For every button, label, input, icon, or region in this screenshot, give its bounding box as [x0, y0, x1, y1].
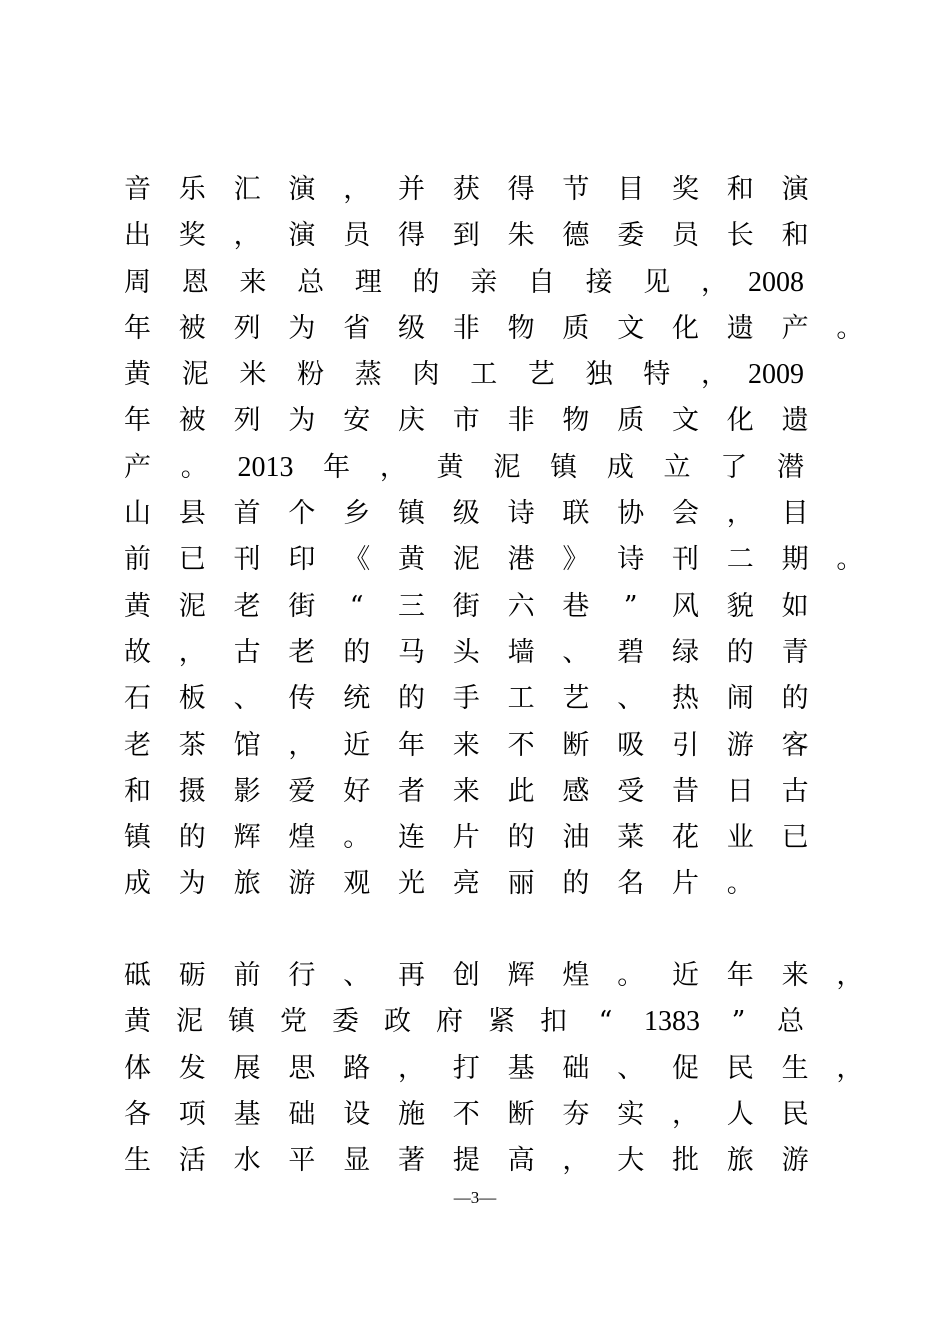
text-glyph: 来	[452, 729, 480, 761]
text-glyph: 施	[398, 1098, 425, 1130]
text-glyph: 粉	[297, 359, 325, 391]
text-glyph: 立	[663, 451, 691, 483]
text-glyph: 吸	[617, 729, 645, 761]
text-glyph: ，	[672, 1098, 699, 1130]
text-glyph: 爱	[288, 775, 316, 807]
text-glyph: 手	[452, 683, 480, 715]
text-glyph: 质	[562, 312, 590, 344]
text-glyph: 老	[124, 729, 151, 761]
text-glyph: 。	[180, 451, 208, 483]
text-glyph: 亮	[452, 868, 480, 900]
text-glyph: 街	[288, 590, 316, 622]
text-glyph: 促	[672, 1052, 699, 1084]
text-glyph: 会	[672, 498, 699, 530]
text-glyph: 工	[470, 359, 498, 391]
text-glyph: 的	[562, 868, 590, 900]
text-glyph: ，	[343, 174, 371, 205]
text-glyph: 》	[562, 544, 590, 576]
text-glyph: 批	[672, 1145, 699, 1177]
text-line	[124, 260, 884, 306]
text-glyph: 水	[233, 1145, 261, 1177]
text-line	[124, 953, 884, 999]
text-glyph: 遗	[781, 405, 809, 437]
text-glyph: 旅	[726, 1145, 754, 1177]
text-glyph: 米	[239, 359, 267, 391]
text-glyph: 诗	[617, 544, 645, 576]
text-glyph: 不	[452, 1098, 480, 1130]
text-glyph: 老	[288, 636, 316, 668]
text-glyph: 的	[343, 636, 371, 668]
text-glyph: 体	[124, 1052, 151, 1084]
text-glyph: 2008	[748, 266, 804, 298]
text-line	[124, 352, 884, 398]
text-glyph: 巷	[562, 590, 590, 622]
text-glyph: ，	[233, 220, 261, 252]
text-glyph: 墙	[507, 636, 535, 668]
text-glyph: 列	[233, 312, 261, 344]
text-glyph: 演	[288, 220, 316, 252]
text-glyph: 市	[452, 405, 480, 437]
text-line	[124, 769, 884, 815]
text-glyph: 的	[178, 822, 206, 854]
text-line	[124, 491, 884, 537]
text-glyph: 础	[562, 1052, 590, 1084]
text-glyph: 朱	[507, 220, 535, 252]
text-glyph: 和	[726, 174, 754, 205]
text-glyph: 的	[726, 636, 754, 668]
text-glyph: 乐	[178, 174, 206, 205]
text-glyph: “	[349, 590, 364, 622]
text-glyph: 古	[781, 775, 809, 807]
text-glyph: 刊	[672, 544, 699, 576]
text-glyph: 故	[124, 636, 151, 668]
text-glyph: 马	[398, 636, 425, 668]
text-glyph: 如	[781, 590, 809, 622]
text-glyph: 、	[617, 1052, 645, 1084]
text-glyph: 著	[398, 1145, 425, 1177]
text-glyph: 摄	[178, 775, 206, 807]
text-glyph: 石	[124, 683, 151, 715]
text-glyph: ，	[178, 636, 206, 668]
text-glyph: 片	[672, 868, 699, 900]
text-glyph: 非	[452, 312, 480, 344]
text-glyph: 基	[233, 1098, 261, 1130]
text-glyph: 员	[672, 220, 699, 252]
text-glyph: 民	[781, 1098, 809, 1130]
text-glyph: 提	[452, 1145, 480, 1177]
text-glyph: 好	[343, 775, 371, 807]
text-glyph: 项	[178, 1098, 206, 1130]
text-glyph: 见	[643, 266, 671, 298]
text-glyph: 奖	[178, 220, 206, 252]
text-glyph: 港	[507, 544, 535, 576]
text-glyph: ”	[731, 1006, 746, 1038]
text-glyph: 化	[726, 405, 754, 437]
text-glyph: 非	[507, 405, 535, 437]
text-glyph: 2013	[237, 451, 294, 483]
text-glyph: 、	[233, 683, 261, 715]
text-glyph: 此	[507, 775, 535, 807]
text-glyph: 年	[323, 451, 351, 483]
text-glyph: 基	[507, 1052, 535, 1084]
text-line	[124, 1046, 884, 1092]
text-line	[124, 861, 884, 907]
text-glyph: 泥	[181, 359, 209, 391]
text-glyph: ”	[623, 590, 638, 622]
text-glyph: 客	[781, 729, 809, 761]
text-glyph: 。	[343, 822, 371, 854]
text-glyph: 理	[354, 266, 382, 298]
text-line	[124, 584, 884, 630]
paragraph-1	[124, 167, 884, 908]
text-glyph: 头	[452, 636, 480, 668]
text-glyph: 连	[398, 822, 425, 854]
text-glyph: 印	[288, 544, 316, 576]
text-glyph: 紧	[488, 1006, 515, 1038]
text-glyph: 昔	[672, 775, 699, 807]
text-glyph: ，	[701, 266, 728, 298]
text-glyph: 1383	[644, 1006, 700, 1038]
text-glyph: 统	[343, 683, 371, 715]
text-glyph: 不	[507, 729, 535, 761]
text-glyph: 镇	[228, 1006, 255, 1038]
text-glyph: 个	[288, 498, 316, 530]
text-glyph: 亲	[470, 266, 498, 298]
text-glyph: 庆	[398, 405, 425, 437]
text-glyph: 名	[617, 868, 645, 900]
text-glyph: 游	[781, 1145, 809, 1177]
text-glyph: 大	[617, 1145, 645, 1177]
text-glyph: 业	[726, 822, 754, 854]
text-glyph: 黄	[398, 544, 425, 576]
text-line	[124, 537, 884, 583]
text-glyph: 日	[726, 775, 754, 807]
text-glyph: 者	[398, 775, 425, 807]
text-glyph: ，	[288, 729, 316, 761]
text-glyph: 热	[672, 683, 699, 715]
text-glyph: 风	[672, 590, 699, 622]
text-glyph: 黄	[124, 590, 151, 622]
text-glyph: 、	[343, 960, 371, 991]
text-glyph: 级	[398, 312, 425, 344]
text-glyph: ，	[836, 960, 864, 991]
text-line	[124, 1138, 884, 1184]
text-glyph: 。	[617, 960, 645, 991]
text-glyph: 近	[343, 729, 371, 761]
text-glyph: 生	[124, 1145, 151, 1177]
text-glyph: 自	[527, 266, 555, 298]
text-glyph: 得	[398, 220, 425, 252]
text-glyph: 发	[178, 1052, 206, 1084]
text-glyph: 年	[124, 405, 151, 437]
text-glyph: 演	[781, 174, 809, 205]
text-glyph: 镇	[124, 822, 151, 854]
text-glyph: 六	[507, 590, 535, 622]
text-glyph: 刊	[233, 544, 261, 576]
text-line	[124, 306, 884, 352]
text-glyph: 碧	[617, 636, 645, 668]
text-glyph: 演	[288, 174, 316, 205]
text-glyph: 路	[343, 1052, 371, 1084]
text-glyph: ，	[562, 1145, 590, 1177]
text-line	[124, 723, 884, 769]
text-glyph: 传	[288, 683, 316, 715]
text-glyph: 。	[836, 544, 864, 576]
text-glyph: 为	[288, 405, 316, 437]
text-line	[124, 167, 884, 213]
text-glyph: 生	[781, 1052, 809, 1084]
text-line	[124, 1092, 884, 1138]
text-glyph: 2009	[748, 359, 804, 391]
text-glyph: 肉	[412, 359, 440, 391]
text-glyph: 文	[617, 312, 645, 344]
text-glyph: 辉	[233, 822, 261, 854]
text-glyph: 的	[412, 266, 440, 298]
text-glyph: 列	[233, 405, 261, 437]
text-glyph: 和	[124, 775, 151, 807]
text-glyph: 质	[617, 405, 645, 437]
text-glyph: 诗	[507, 498, 535, 530]
text-glyph: ，	[726, 498, 754, 530]
text-glyph: 人	[726, 1098, 754, 1130]
text-glyph: 思	[288, 1052, 316, 1084]
text-glyph: 被	[178, 312, 206, 344]
text-glyph: 周	[124, 266, 151, 298]
text-glyph: 文	[672, 405, 699, 437]
text-line	[124, 999, 884, 1045]
text-glyph: 前	[124, 544, 151, 576]
text-glyph: 显	[343, 1145, 371, 1177]
text-glyph: 板	[178, 683, 206, 715]
text-glyph: 泥	[178, 590, 206, 622]
text-glyph: 和	[781, 220, 809, 252]
text-glyph: 特	[643, 359, 671, 391]
text-glyph: 音	[124, 174, 151, 205]
text-glyph: 获	[452, 174, 480, 205]
text-glyph: 前	[233, 960, 261, 991]
text-glyph: 化	[672, 312, 699, 344]
text-glyph: 煌	[562, 960, 590, 991]
text-glyph: 潜	[777, 451, 804, 483]
text-glyph: 貌	[726, 590, 754, 622]
text-glyph: 被	[178, 405, 206, 437]
text-glyph: 得	[507, 174, 535, 205]
text-glyph: 砺	[178, 960, 206, 991]
text-glyph: 到	[452, 220, 480, 252]
text-glyph: 工	[507, 683, 535, 715]
text-glyph: 丽	[507, 868, 535, 900]
text-glyph: 旅	[233, 868, 261, 900]
text-glyph: 期	[781, 544, 809, 576]
text-glyph: 影	[233, 775, 261, 807]
text-glyph: 引	[672, 729, 699, 761]
text-glyph: 物	[507, 312, 535, 344]
text-glyph: 游	[288, 868, 316, 900]
text-glyph: 光	[398, 868, 425, 900]
text-glyph: 茶	[178, 729, 206, 761]
text-glyph: 菜	[617, 822, 645, 854]
text-glyph: 府	[436, 1006, 463, 1038]
text-glyph: 受	[617, 775, 645, 807]
text-glyph: 感	[562, 775, 590, 807]
text-glyph: 来	[452, 775, 480, 807]
text-glyph: 独	[585, 359, 613, 391]
text-glyph: 煌	[288, 822, 316, 854]
text-glyph: 产	[781, 312, 809, 344]
text-glyph: 二	[726, 544, 754, 576]
text-glyph: 平	[288, 1145, 316, 1177]
text-glyph: 安	[343, 405, 371, 437]
text-glyph: 展	[233, 1052, 261, 1084]
text-glyph: 青	[781, 636, 809, 668]
text-glyph: 为	[178, 868, 206, 900]
text-glyph: 并	[398, 174, 425, 205]
text-glyph: 设	[343, 1098, 371, 1130]
text-glyph: 黄	[436, 451, 464, 483]
text-glyph: 艺	[527, 359, 555, 391]
text-glyph: 镇	[550, 451, 578, 483]
text-glyph: 节	[562, 174, 590, 205]
text-glyph: 近	[672, 960, 699, 991]
text-glyph: 遗	[726, 312, 754, 344]
text-glyph: 泥	[493, 451, 521, 483]
text-glyph: 高	[507, 1145, 535, 1177]
text-glyph: 。	[726, 868, 754, 900]
text-glyph: 长	[726, 220, 754, 252]
text-glyph: 馆	[233, 729, 261, 761]
page-number: —3—	[453, 1188, 497, 1207]
text-glyph: 观	[343, 868, 371, 900]
text-glyph: 已	[781, 822, 809, 854]
text-glyph: 行	[288, 960, 316, 991]
text-glyph: 联	[562, 498, 590, 530]
text-glyph: 各	[124, 1098, 151, 1130]
text-glyph: 县	[178, 498, 206, 530]
text-glyph: 夯	[562, 1098, 590, 1130]
text-glyph: 目	[781, 498, 809, 530]
text-glyph: 。	[836, 312, 864, 344]
text-glyph: 成	[124, 868, 151, 900]
text-glyph: 恩	[181, 266, 209, 298]
text-glyph: ，	[398, 1052, 425, 1084]
text-glyph: 创	[452, 960, 480, 991]
text-glyph: “	[598, 1006, 613, 1038]
text-glyph: 古	[233, 636, 261, 668]
text-glyph: 油	[562, 822, 590, 854]
text-glyph: ，	[836, 1052, 864, 1084]
text-glyph: 的	[398, 683, 425, 715]
text-glyph: 产	[124, 451, 151, 483]
text-glyph: 德	[562, 220, 590, 252]
text-glyph: 游	[726, 729, 754, 761]
text-glyph: 闹	[726, 683, 754, 715]
text-glyph: 黄	[124, 359, 151, 391]
text-glyph: 绿	[672, 636, 699, 668]
text-glyph: 民	[726, 1052, 754, 1084]
text-glyph: 政	[384, 1006, 411, 1038]
text-glyph: 黄	[124, 1006, 151, 1038]
text-glyph: 奖	[672, 174, 699, 205]
text-glyph: 年	[726, 960, 754, 991]
text-glyph: 断	[562, 729, 590, 761]
text-glyph: 员	[343, 220, 371, 252]
text-glyph: 的	[781, 683, 809, 715]
text-glyph: 打	[452, 1052, 480, 1084]
text-glyph: 出	[124, 220, 151, 252]
text-glyph: 委	[617, 220, 645, 252]
text-glyph: 再	[398, 960, 425, 991]
text-glyph: 来	[239, 266, 267, 298]
text-glyph: 汇	[233, 174, 261, 205]
text-glyph: 已	[178, 544, 206, 576]
text-glyph: 片	[452, 822, 480, 854]
text-glyph: 扣	[540, 1006, 567, 1038]
text-glyph: 活	[178, 1145, 206, 1177]
text-glyph: 花	[672, 822, 699, 854]
text-glyph: 省	[343, 312, 371, 344]
text-glyph: 实	[617, 1098, 645, 1130]
text-glyph: 辉	[507, 960, 535, 991]
text-glyph: ，	[701, 359, 728, 391]
text-glyph: 泥	[176, 1006, 203, 1038]
text-glyph: 总	[777, 1006, 804, 1038]
text-glyph: 山	[124, 498, 151, 530]
text-glyph: 级	[452, 498, 480, 530]
text-glyph: 砥	[124, 960, 151, 991]
text-glyph: 目	[617, 174, 645, 205]
text-glyph: 《	[343, 544, 371, 576]
text-glyph: 艺	[562, 683, 590, 715]
text-glyph: 首	[233, 498, 261, 530]
text-glyph: 老	[233, 590, 261, 622]
text-glyph: 、	[617, 683, 645, 715]
text-glyph: 、	[562, 636, 590, 668]
text-glyph: 了	[720, 451, 748, 483]
text-glyph: 协	[617, 498, 645, 530]
text-glyph: 泥	[452, 544, 480, 576]
paragraph-2	[124, 953, 884, 1184]
text-line	[124, 213, 884, 259]
text-line	[124, 815, 884, 861]
text-line	[124, 676, 884, 722]
text-glyph: 三	[398, 590, 425, 622]
text-line	[124, 630, 884, 676]
text-glyph: 蒸	[354, 359, 382, 391]
text-glyph: 础	[288, 1098, 316, 1130]
text-glyph: 物	[562, 405, 590, 437]
text-glyph: 镇	[398, 498, 425, 530]
text-line	[124, 398, 884, 444]
text-glyph: 成	[606, 451, 634, 483]
text-line	[124, 445, 884, 491]
text-glyph: ，	[379, 451, 407, 483]
text-glyph: 的	[507, 822, 535, 854]
text-glyph: 委	[332, 1006, 359, 1038]
text-glyph: 总	[297, 266, 325, 298]
text-glyph: 乡	[343, 498, 371, 530]
text-glyph: 接	[585, 266, 613, 298]
text-glyph: 来	[781, 960, 809, 991]
text-glyph: 断	[507, 1098, 535, 1130]
text-glyph: 年	[124, 312, 151, 344]
text-glyph: 党	[280, 1006, 307, 1038]
text-glyph: 街	[452, 590, 480, 622]
text-glyph: 为	[288, 312, 316, 344]
text-glyph: 年	[398, 729, 425, 761]
